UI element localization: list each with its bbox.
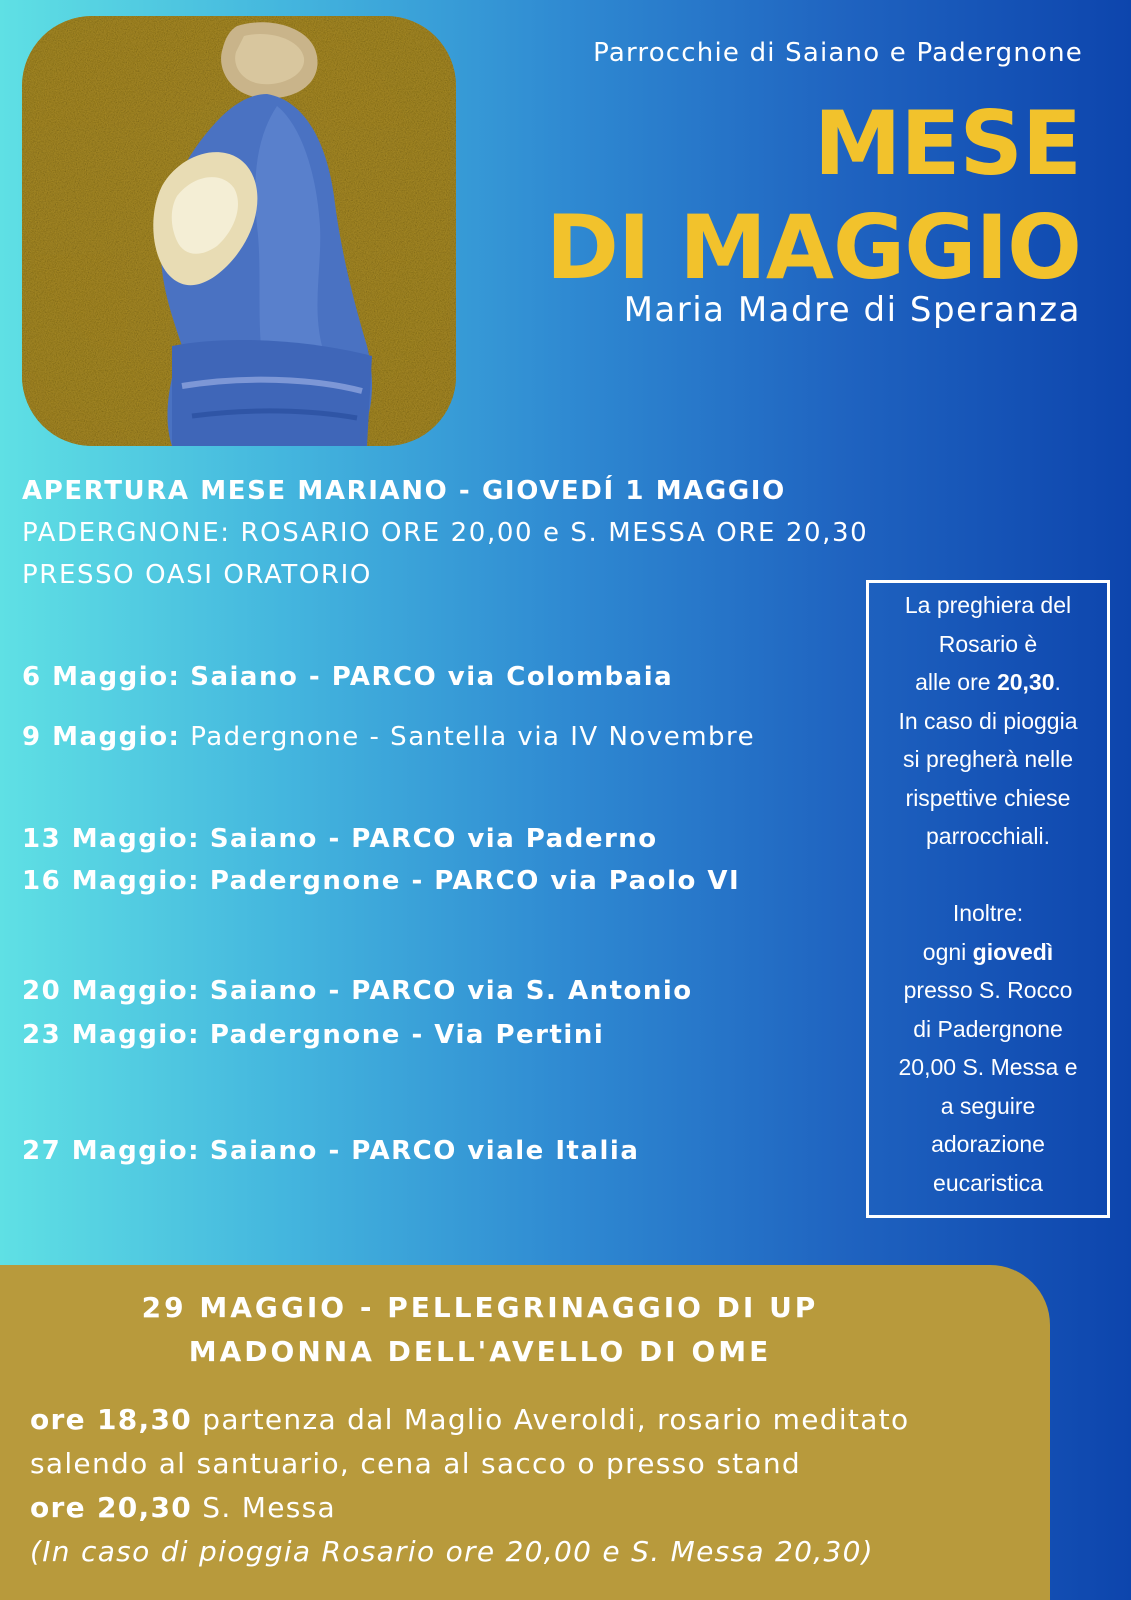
opening-line-1: PADERGNONE: ROSARIO ORE 20,00 e S. MESSA ORE 20,30 [22, 518, 869, 548]
pilgrimage-rain-note: (In caso di pioggia Rosario ore 20,00 e S. Messa 20,30) [30, 1535, 874, 1568]
pilgrimage-banner [0, 1265, 1050, 1600]
event-item [22, 976, 693, 1006]
event-item [22, 662, 673, 692]
pilgrimage-time: ore 20,30 [30, 1491, 193, 1524]
event-date: 6 Maggio: [22, 662, 181, 692]
title-line-1: MESE [813, 92, 1081, 195]
event-date: 23 Maggio: [22, 1020, 201, 1050]
page-title [546, 92, 1081, 300]
info-line: di Padergnone [913, 1015, 1063, 1042]
info-time: 20,30 [996, 669, 1055, 695]
subtitle: Maria Madre di Speranza [623, 290, 1081, 330]
info-text: alle ore [915, 669, 997, 695]
event-place: Saiano - PARCO via Colombaia [190, 662, 674, 692]
pilgrimage-line: salendo al santuario, cena al sacco o presso stand [30, 1447, 801, 1480]
info-line: presso S. Rocco [903, 977, 1073, 1003]
info-line: parrocchiali. [926, 823, 1050, 849]
info-line: In caso di pioggia [898, 707, 1078, 734]
info-line [869, 933, 1107, 972]
info-line [869, 663, 1107, 702]
pilgrimage-line [30, 1403, 909, 1436]
pilgrimage-line [30, 1491, 336, 1524]
pilgrimage-heading-2: MADONNA DELL'AVELLO DI OME [188, 1335, 772, 1368]
event-date: 13 Maggio: [22, 824, 201, 854]
event-place: Padergnone - PARCO via Paolo VI [209, 866, 741, 896]
event-item [22, 722, 755, 752]
pilgrimage-text: partenza dal Maglio Averoldi, rosario meditato [192, 1403, 910, 1436]
info-spacer [869, 856, 1107, 895]
info-text: ogni [922, 938, 973, 965]
event-item [22, 1020, 604, 1050]
event-date: 16 Maggio: [22, 866, 201, 896]
info-box [866, 580, 1110, 1218]
pilgrimage-text: S. Messa [192, 1491, 336, 1524]
event-item [22, 824, 658, 854]
madonna-painting [22, 16, 456, 446]
info-line: rispettive chiese [905, 784, 1071, 811]
event-item [22, 1136, 639, 1166]
event-place: Saiano - PARCO viale Italia [209, 1136, 640, 1166]
opening-line-2: PRESSO OASI ORATORIO [22, 560, 372, 590]
opening-section [22, 470, 868, 596]
event-date: 27 Maggio: [22, 1136, 201, 1166]
info-line: La preghiera del [904, 592, 1072, 618]
info-line: si pregherà nelle [902, 746, 1074, 772]
info-line: eucaristica [933, 1169, 1043, 1196]
event-item [22, 866, 740, 896]
opening-heading: APERTURA MESE MARIANO - GIOVEDÍ 1 MAGGIO [22, 476, 786, 506]
info-line: adorazione [931, 1131, 1045, 1157]
event-date: 9 Maggio: [22, 722, 181, 752]
info-line: a seguire [940, 1092, 1036, 1119]
event-place: Saiano - PARCO via S. Antonio [209, 976, 693, 1006]
title-line-2: DI MAGGIO [545, 196, 1081, 299]
info-line: Inoltre: [952, 900, 1024, 926]
info-line: Rosario è [938, 630, 1038, 657]
event-date: 20 Maggio: [22, 976, 201, 1006]
event-place: Padergnone - Via Pertini [209, 1020, 605, 1050]
info-day: giovedì [972, 938, 1054, 965]
pilgrimage-time: ore 18,30 [30, 1403, 193, 1436]
parishes-label: Parrocchie di Saiano e Padergnone [593, 38, 1083, 68]
event-place: Saiano - PARCO via Paderno [209, 824, 658, 854]
info-line: 20,00 S. Messa e [898, 1054, 1078, 1080]
info-text: . [1054, 669, 1061, 695]
madonna-artwork-icon [22, 16, 456, 446]
event-place: Padergnone - Santella via IV Novembre [190, 722, 756, 752]
pilgrimage-heading-1: 29 MAGGIO - PELLEGRINAGGIO DI UP [141, 1291, 819, 1324]
